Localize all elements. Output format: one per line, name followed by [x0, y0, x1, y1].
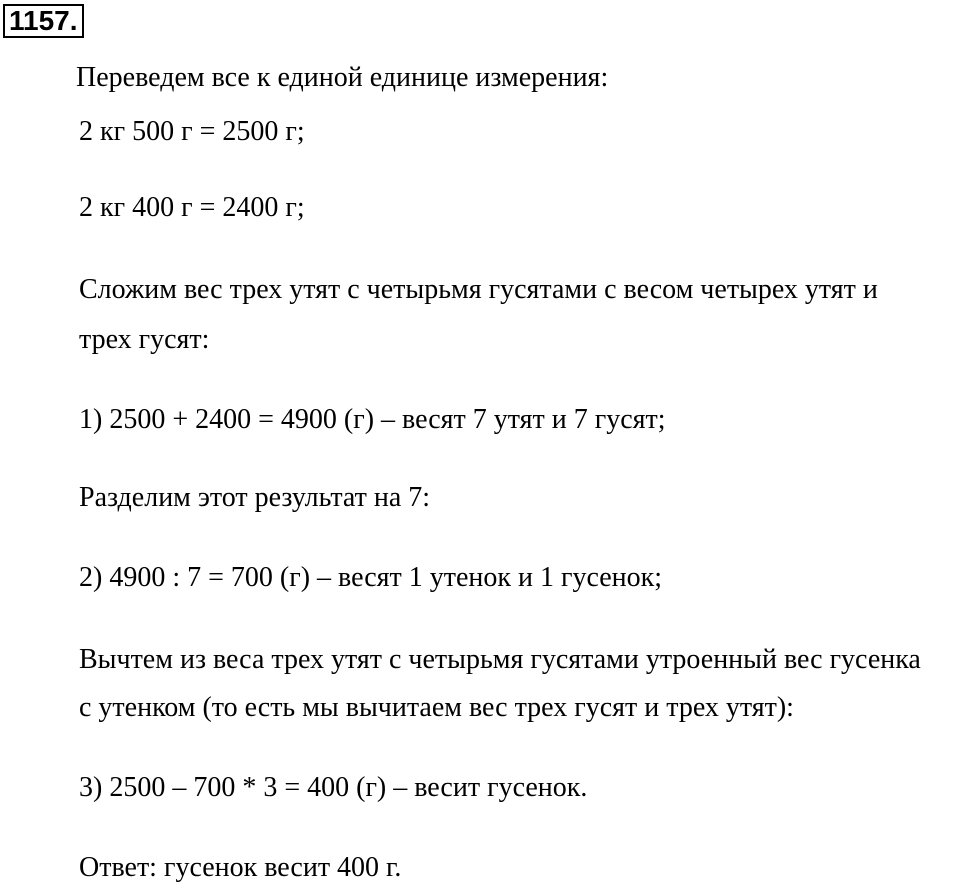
step-1: 1) 2500 + 2400 = 4900 (г) – весят 7 утят и 7 гусят; [79, 404, 666, 435]
problem-number: 1157. [3, 4, 84, 38]
step-3: 3) 2500 – 700 * 3 = 400 (г) – весит гусенок. [79, 772, 588, 803]
conversion-line-2: 2 кг 400 г = 2400 г; [79, 192, 305, 223]
step-description-1a: Сложим вес трех утят с четырьмя гусятами с весом четырех утят и [79, 274, 878, 305]
answer-line: Ответ: гусенок весит 400 г. [79, 852, 402, 883]
conversion-line-1: 2 кг 500 г = 2500 г; [79, 116, 305, 147]
intro-line: Переведем все к единой единице измерения: [76, 62, 609, 93]
step-description-1b: трех гусят: [79, 324, 210, 355]
step-description-3b: с утенком (то есть мы вычитаем вес трех гусят и трех утят): [79, 692, 794, 723]
step-2: 2) 4900 : 7 = 700 (г) – весят 1 утенок и 1 гусенок; [79, 562, 663, 593]
step-description-2: Разделим этот результат на 7: [79, 482, 431, 513]
step-description-3a: Вычтем из веса трех утят с четырьмя гусятами утроенный вес гусенка [79, 644, 921, 675]
